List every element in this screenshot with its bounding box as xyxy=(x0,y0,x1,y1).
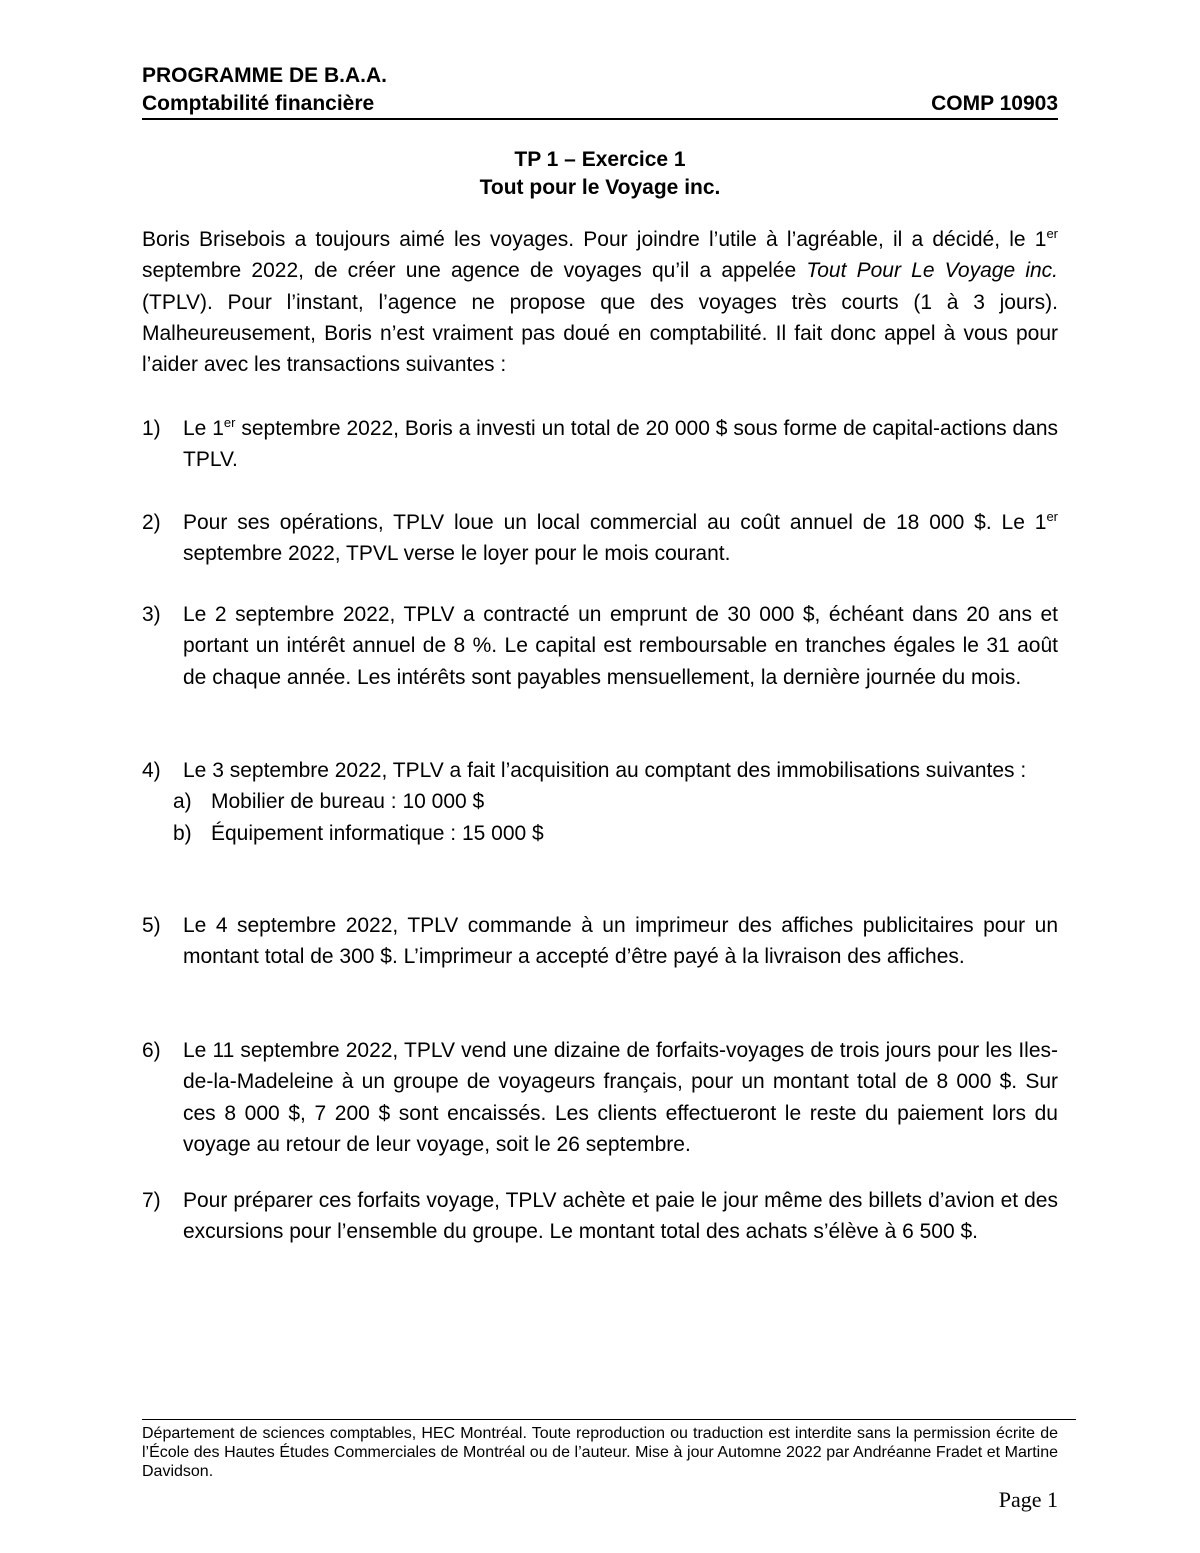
course-code: COMP 10903 xyxy=(931,92,1058,115)
list-item-7 xyxy=(142,1185,1058,1248)
course-header xyxy=(142,91,1058,117)
list-item-4 xyxy=(142,755,1058,849)
sub-item-letter: a) xyxy=(173,790,192,814)
intro-company-name: Tout Pour Le Voyage inc. xyxy=(806,259,1058,283)
sub-item-a xyxy=(173,786,1058,817)
footer-divider xyxy=(142,1419,1076,1420)
list-item-6 xyxy=(142,1035,1058,1160)
page-number: Page 1 xyxy=(998,1487,1058,1512)
header-divider xyxy=(142,118,1058,120)
sub-item-letter: b) xyxy=(173,821,192,845)
intro-superscript: er xyxy=(1046,226,1058,241)
list-item-3 xyxy=(142,599,1058,693)
sub-item-b xyxy=(173,818,1058,849)
item-superscript: er xyxy=(223,415,236,430)
item-text xyxy=(183,413,1058,476)
item-text-block xyxy=(173,755,1058,849)
item-number: 5) xyxy=(142,914,161,937)
item-text-part: Pour ses opérations, TPLV loue un local commercial au coût annuel de 18 000 $. Le 1 xyxy=(183,511,1047,534)
list-item-2 xyxy=(142,507,1058,570)
intro-paragraph xyxy=(142,224,1058,380)
item-text xyxy=(183,507,1058,570)
program-title: PROGRAMME DE B.A.A. xyxy=(142,64,388,87)
item-number: 1) xyxy=(142,417,161,440)
sub-item-text: Équipement informatique : 15 000 $ xyxy=(211,821,544,845)
intro-text-2: septembre 2022, de créer une agence de voyages qu’il a appelée xyxy=(142,259,807,283)
item-text: Le 4 septembre 2022, TPLV commande à un imprimeur des affiches publicitaires pour un montant total de 300 $. L’imprimeur a accepté d’être payé à la livraison des affiches. xyxy=(183,914,1058,969)
item-text: Le 2 septembre 2022, TPLV a contracté un emprunt de 30 000 $, échéant dans 20 ans et portant un intérêt annuel de 8 %. Le capital est remboursable en tranches égales le 31 août de chaque année. Les intérêts sont payables mensuellement, la dernière journée du mois. xyxy=(183,603,1058,689)
item-text: Le 11 septembre 2022, TPLV vend une dizaine de forfaits-voyages de trois jours pour les Iles-de-la-Madeleine à un groupe de voyageurs français, pour un montant total de 8 000 $. Sur ces 8 000 $, 7 200 $ sont encaissés. Les clients effectueront le reste du paiement lors du voyage au retour de leur voyage, soit le 26 septembre. xyxy=(183,1039,1058,1156)
item-text-part: Le 1 xyxy=(183,417,224,440)
item-text-part: septembre 2022, Boris a investi un total de 20 000 $ sous forme de capital-actions dans TPLV. xyxy=(183,417,1058,472)
footer-note: Département de sciences comptables, HEC Montréal. Toute reproduction ou traduction est interdite sans la permission écrite de l’École des Hautes Études Commerciales de Montréal ou de l’auteur. Mise à jour Automne 2022 par Andréanne Fradet et Martine Davidson. xyxy=(142,1425,1058,1480)
exercise-title: TP 1 – Exercice 1 xyxy=(514,148,686,171)
sub-item-text: Mobilier de bureau : 10 000 $ xyxy=(211,790,485,814)
intro-text-3: (TPLV). Pour l’instant, l’agence ne propose que des voyages très courts (1 à 3 jours). Malheureusement, Boris n’est vraiment pas doué en comptabilité. Il fait donc appel à vous pour l’aider avec les transactions suivantes : xyxy=(142,290,1058,377)
list-item-5 xyxy=(142,910,1058,973)
item-number: 4) xyxy=(142,759,161,782)
item-number: 7) xyxy=(142,1189,161,1212)
item-superscript: er xyxy=(1046,509,1058,524)
item-text: Le 3 septembre 2022, TPLV a fait l’acquisition au comptant des immobilisations suivantes : xyxy=(183,759,1027,782)
item-number: 6) xyxy=(142,1039,161,1062)
course-name: Comptabilité financière xyxy=(142,92,375,115)
item-number: 2) xyxy=(142,511,161,534)
intro-text-1: Boris Brisebois a toujours aimé les voyages. Pour joindre l’utile à l’agréable, il a décidé, le 1 xyxy=(142,228,1047,251)
list-item-1 xyxy=(142,413,1058,476)
company-title: Tout pour le Voyage inc. xyxy=(479,176,721,199)
item-text-part: septembre 2022, TPVL verse le loyer pour le mois courant. xyxy=(183,542,731,566)
item-text: Pour préparer ces forfaits voyage, TPLV achète et paie le jour même des billets d’avion et des excursions pour l’ensemble du groupe. Le montant total des achats s’élève à 6 500 $. xyxy=(183,1189,1058,1244)
item-number: 3) xyxy=(142,603,161,626)
